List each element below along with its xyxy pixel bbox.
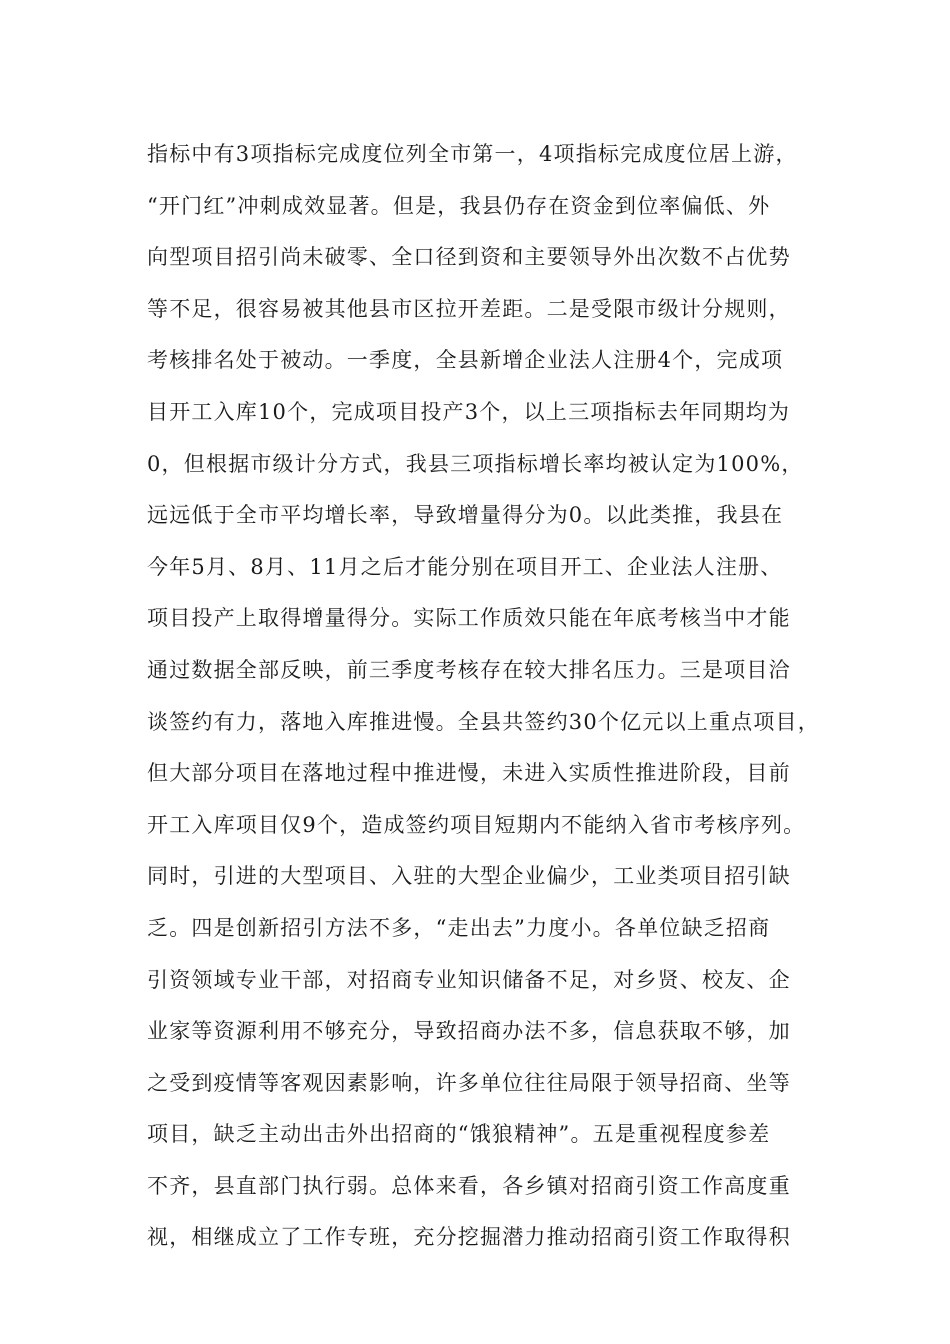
text-line: 乏。四是创新招引方法不多，“走出去”力度小。各单位缺乏招商 (147, 915, 771, 940)
text-line: 同时，引进的大型项目、入驻的大型企业偏少，工业类项目招引缺 (147, 864, 791, 889)
text-line: 远远低于全市平均增长率，导致增量得分为0。以此类推，我县在 (147, 503, 784, 528)
text-line: “开门红”冲刺成效显著。但是，我县仍存在资金到位率偏低、外 (147, 193, 771, 218)
text-line: 不齐，县直部门执行弱。总体来看，各乡镇对招商引资工作高度重 (147, 1173, 791, 1198)
text-line: 之受到疫情等客观因素影响，许多单位往往局限于领导招商、坐等 (147, 1070, 791, 1095)
text-line: 引资领域专业干部，对招商专业知识储备不足，对乡贤、校友、企 (147, 967, 791, 992)
text-line: 向型项目招引尚未破零、全口径到资和主要领导外出次数不占优势 (147, 245, 791, 270)
text-line: 等不足，很容易被其他县市区拉开差距。二是受限市级计分规则， (147, 296, 791, 321)
text-line: 今年5月、8月、11月之后才能分别在项目开工、企业法人注册、 (147, 554, 783, 579)
text-line: 考核排名处于被动。一季度，全县新增企业法人注册4个，完成项 (147, 348, 784, 373)
text-line: 目开工入库10个，完成项目投产3个，以上三项指标去年同期均为 (147, 399, 791, 424)
text-line: 开工入库项目仅9个，造成签约项目短期内不能纳入省市考核序列。 (147, 812, 806, 837)
text-line: 项目投产上取得增量得分。实际工作质效只能在年底考核当中才能 (147, 606, 791, 631)
text-line: 但大部分项目在落地过程中推进慢，未进入实质性推进阶段，目前 (147, 761, 791, 786)
text-line: 谈签约有力，落地入库推进慢。全县共签约30个亿元以上重点项目， (147, 709, 820, 734)
text-line: 通过数据全部反映，前三季度考核存在较大排名压力。三是项目洽 (147, 657, 791, 682)
text-line: 视，相继成立了工作专班，充分挖掘潜力推动招商引资工作取得积 (147, 1225, 791, 1250)
text-line: 0，但根据市级计分方式，我县三项指标增长率均被认定为100%， (147, 451, 804, 476)
text-line: 项目，缺乏主动出击外出招商的“饿狼精神”。五是重视程度参差 (147, 1122, 771, 1147)
text-line: 业家等资源利用不够充分，导致招商办法不多，信息获取不够，加 (147, 1019, 791, 1044)
body-paragraph (147, 132, 827, 1267)
text-line: 指标中有3项指标完成度位列全市第一，4项指标完成度位居上游， (147, 142, 798, 166)
